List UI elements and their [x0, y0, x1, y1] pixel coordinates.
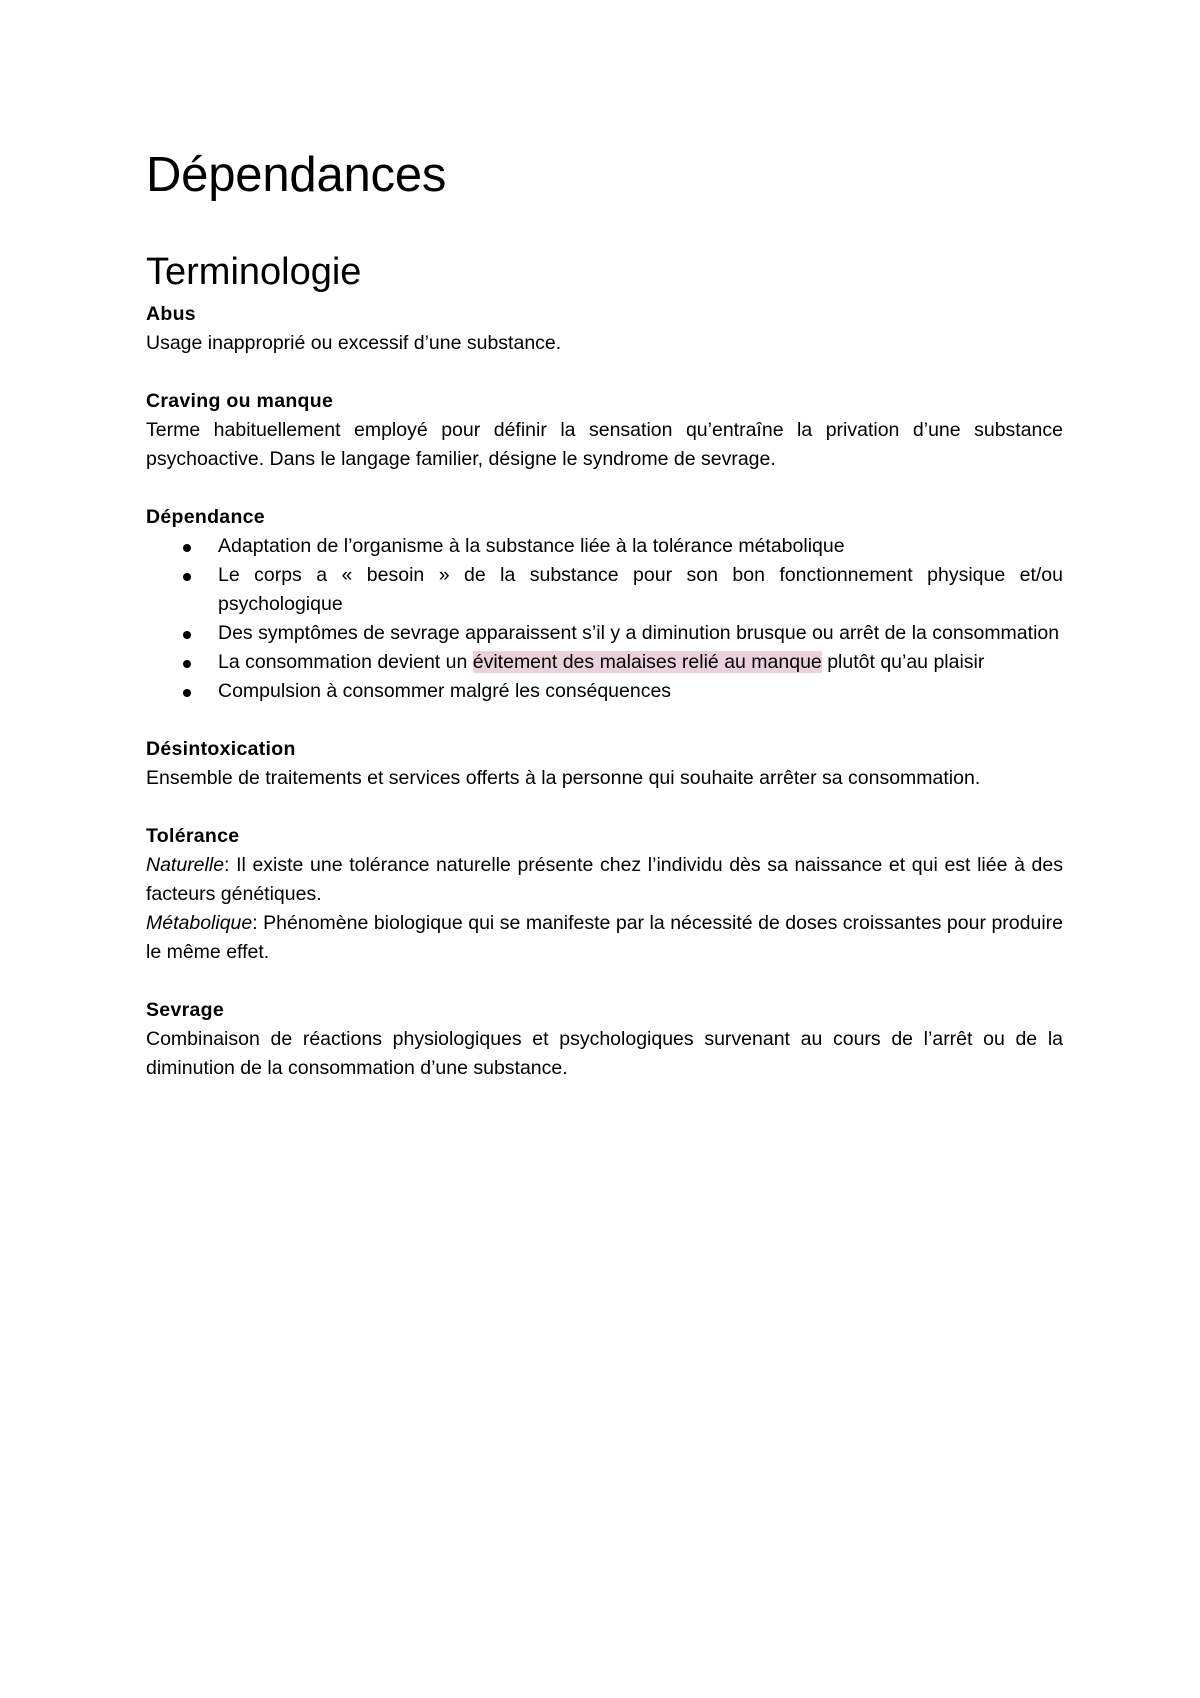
bullet-text: Des symptômes de sevrage apparaissent s’il y a diminution brusque ou arrêt de la consommation — [218, 622, 1060, 644]
definition-tolerance-naturelle — [146, 851, 1063, 909]
definition-tolerance-metabolique — [146, 909, 1063, 967]
text-naturelle: : Il existe une tolérance naturelle présente chez l’individu dès sa naissance et qui est liée à des facteurs génétiques. — [146, 854, 1063, 905]
bullet-dot-icon — [183, 631, 191, 639]
definition-desintoxication: Ensemble de traitements et services offerts à la personne qui souhaite arrêter sa consommation. — [146, 767, 981, 789]
entry-dependance — [146, 503, 1063, 706]
bullet-text: Adaptation de l’organisme à la substance liée à la tolérance métabolique — [218, 535, 845, 557]
bullet-item — [218, 677, 1063, 706]
definition-craving: Terme habituellement employé pour définir la sensation qu’entraîne la privation d’une substance psychoactive. Dans le langage familier, désigne le syndrome de sevrage. — [146, 419, 1063, 470]
entry-craving — [146, 387, 1063, 474]
bullet-item — [218, 648, 1063, 677]
term-tolerance: Tolérance — [146, 825, 240, 847]
bullet-dot-icon — [183, 660, 191, 668]
bullet-dot-icon — [183, 689, 191, 697]
term-craving: Craving ou manque — [146, 390, 334, 412]
term-sevrage: Sevrage — [146, 999, 224, 1021]
document-title: Dépendances — [146, 148, 447, 202]
section-heading: Terminologie — [146, 251, 362, 293]
bullet-text-after: plutôt qu’au plaisir — [821, 651, 985, 673]
entry-tolerance — [146, 822, 1063, 967]
dependance-bullet-list — [146, 532, 1063, 706]
entry-abus — [146, 300, 1063, 358]
definition-sevrage: Combinaison de réactions physiologiques et psychologiques survenant au cours de l’arrêt ou de la diminution de la consommation d’une substance. — [146, 1028, 1063, 1079]
bullet-dot-icon — [183, 573, 191, 581]
bullet-text: Le corps a « besoin » de la substance pour son bon fonctionnement physique et/ou psychologique — [218, 564, 1063, 615]
bullet-text: Compulsion à consommer malgré les conséquences — [218, 680, 672, 702]
label-metabolique: Métabolique — [146, 912, 253, 934]
text-metabolique: : Phénomène biologique qui se manifeste par la nécessité de doses croissantes pour produire le même effet. — [146, 912, 1063, 963]
entry-sevrage — [146, 996, 1063, 1083]
bullet-item — [218, 532, 1063, 561]
definition-abus: Usage inapproprié ou excessif d’une substance. — [146, 332, 562, 354]
bullet-text-before: La consommation devient un — [218, 651, 473, 673]
document-page — [146, 140, 1063, 1112]
highlighted-text: évitement des malaises relié au manque — [472, 651, 822, 673]
label-naturelle: Naturelle — [146, 854, 225, 876]
bullet-dot-icon — [183, 544, 191, 552]
term-desintoxication: Désintoxication — [146, 738, 296, 760]
entry-desintoxication — [146, 735, 1063, 793]
term-abus: Abus — [146, 303, 196, 325]
term-dependance: Dépendance — [146, 506, 265, 528]
bullet-item — [218, 619, 1063, 648]
bullet-item — [218, 561, 1063, 619]
